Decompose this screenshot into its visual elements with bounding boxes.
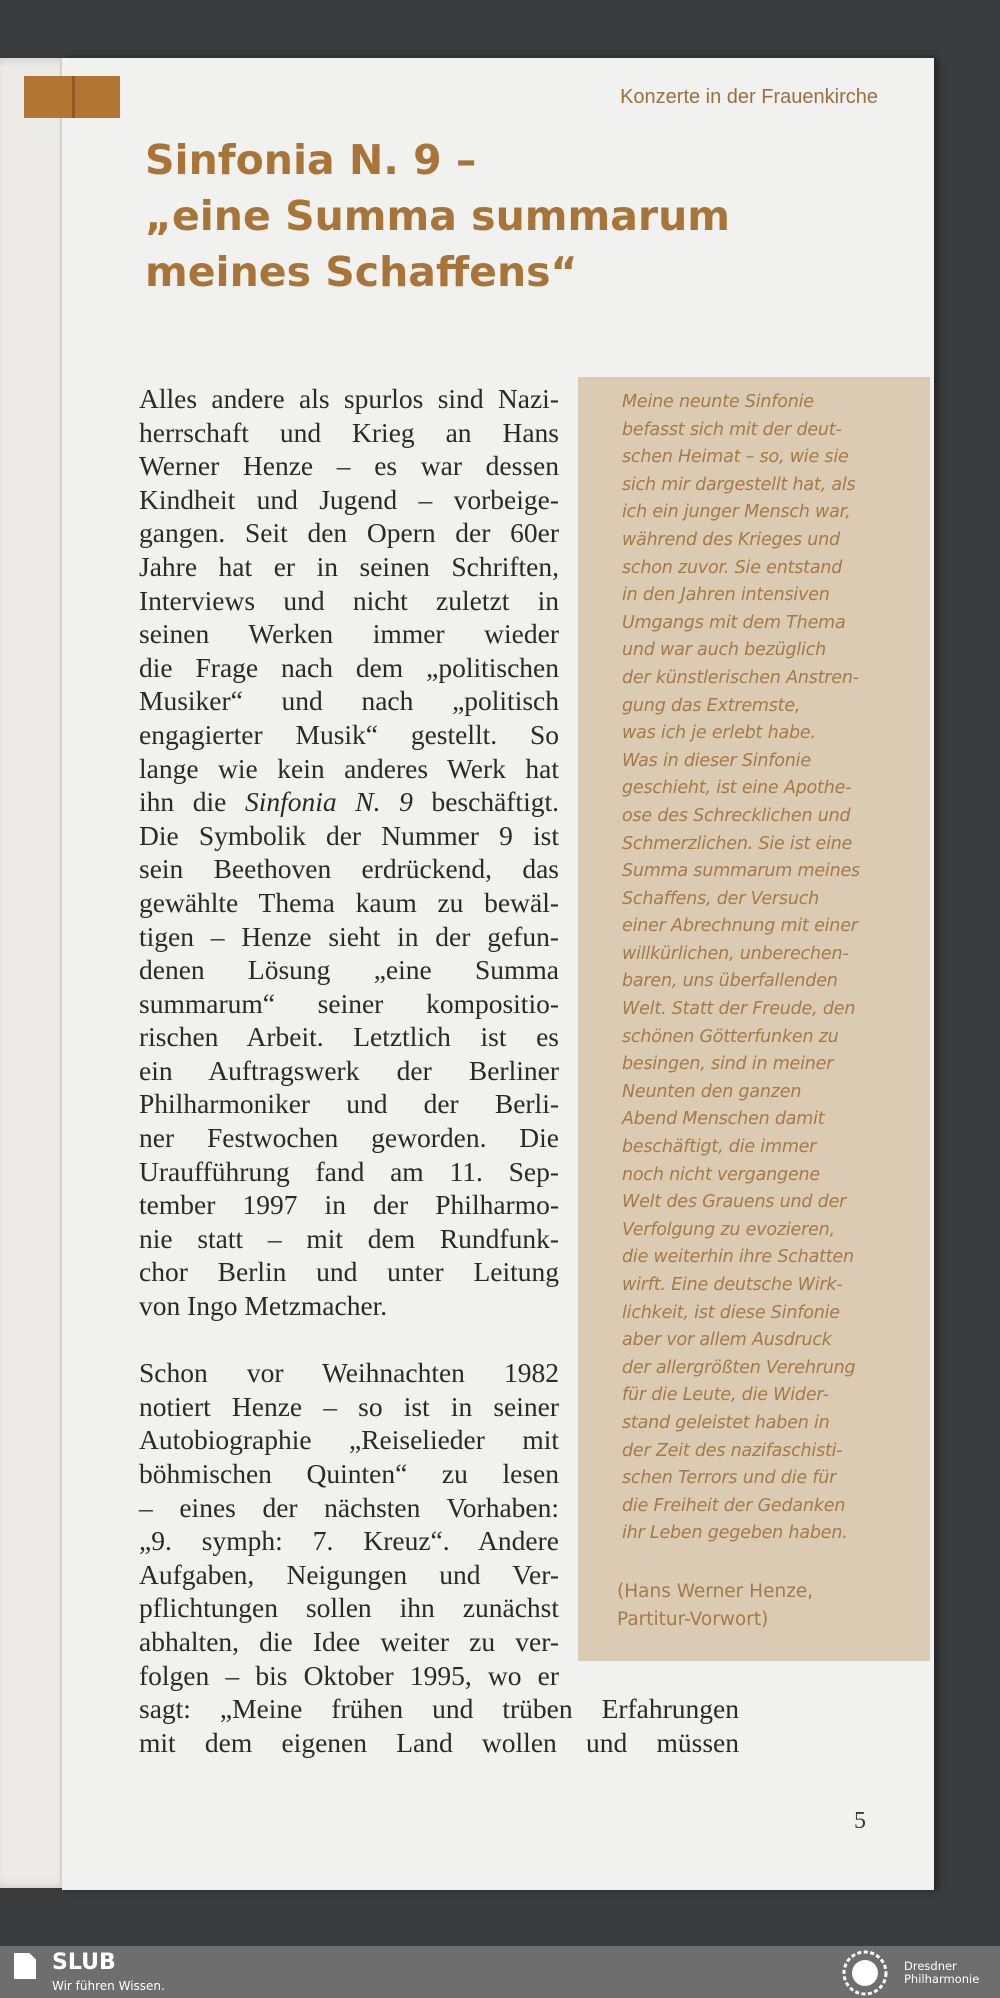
text-line: folgen – bis Oktober 1995, wo er (139, 1659, 559, 1691)
text-line: gangen. Seit den Opern der 60er (139, 517, 559, 549)
text-line: die weiterhin ihre Schatten (622, 1247, 854, 1268)
text-line: beschäftigt, die immer (622, 1137, 817, 1158)
text-line: für die Leute, die Wider- (622, 1385, 829, 1406)
text-line: mit dem eigenen Land wollen und müssen (139, 1726, 739, 1758)
work-title: Sinfonia N. 9 (244, 786, 413, 818)
text-line: Summa summarum meines (622, 861, 860, 882)
text-line: nie statt – mit dem Rundfunk- (139, 1222, 559, 1254)
text-line: gung das Extremste, (622, 695, 801, 716)
text-line: während des Krieges und (622, 529, 840, 550)
text-line: sagt: „Meine frühen und trüben Erfahrungen (139, 1693, 739, 1725)
text-line: lichkeit, ist diese Sinfonie (622, 1302, 840, 1323)
text-line: aber vor allem Ausdruck (622, 1330, 832, 1351)
text-line: der allergrößten Verehrung (622, 1357, 856, 1378)
text-line: Aufgaben, Neigungen und Ver- (139, 1558, 559, 1590)
text-line: baren, uns überfallenden (622, 971, 838, 992)
text-line: engagierter Musik“ gestellt. So (139, 718, 559, 750)
article-title-line: meines Schaffens“ (145, 248, 578, 296)
text-line: besingen, sind in meiner (622, 1054, 834, 1075)
paragraph-1 (139, 382, 559, 1323)
text-line: der Zeit des nazifaschisti- (622, 1440, 843, 1461)
text-line: tember 1997 in der Philharmo- (139, 1189, 559, 1221)
text-line: von Ingo Metzmacher. (139, 1290, 388, 1322)
text-line: – eines der nächsten Vorhaben: (139, 1491, 559, 1523)
text-line: „9. symph: 7. Kreuz“. Andere (139, 1525, 559, 1557)
text-line: notiert Henze – so ist in seiner (139, 1390, 559, 1422)
text-line: schen Terrors und die für (622, 1468, 837, 1489)
text-line: rischen Arbeit. Letztlich ist es (139, 1021, 559, 1053)
text-line: ein Auftragswerk der Berliner (139, 1054, 559, 1086)
text-line: Philharmoniker und der Berli- (139, 1088, 559, 1120)
text-line: Alles andere als spurlos sind Nazi- (139, 383, 559, 414)
text-line: Welt. Statt der Freude, den (622, 999, 856, 1020)
text-line: schen Heimat – so, wie sie (622, 447, 849, 468)
text-line: einer Abrechnung mit einer (622, 916, 858, 937)
text-line: noch nicht vergangene (622, 1164, 820, 1185)
text-line: Interviews und nicht zuletzt in (139, 584, 559, 616)
text-line: tigen – Henze sieht in der gefun- (139, 920, 559, 952)
text-line: ich ein junger Mensch war, (622, 502, 851, 523)
text-line: Schon vor Weihnachten 1982 (139, 1357, 559, 1389)
article-title-line: „eine Summa summarum (145, 192, 731, 240)
section-marker-divider (72, 76, 75, 118)
paragraph-2-continuation (139, 1692, 739, 1759)
text-line: ner Festwochen geworden. Die (139, 1122, 559, 1154)
text-line: abhalten, die Idee weiter zu ver- (139, 1625, 559, 1657)
text-line: Kindheit und Jugend – vorbeige- (139, 483, 559, 515)
henze-quote (622, 389, 860, 1548)
partner-name-line: Philharmonie (904, 1972, 980, 1986)
text-line: denen Lösung „eine Summa (139, 954, 559, 986)
text-line: Was in dieser Sinfonie (622, 750, 811, 771)
text-line: pflichtungen sollen ihn zunächst (139, 1592, 559, 1624)
text-line: böhmischen Quinten“ zu lesen (139, 1458, 559, 1489)
text-line: ihr Leben gegeben haben. (622, 1523, 848, 1544)
paragraph-2 (139, 1356, 559, 1692)
text-line: Schaffens, der Versuch (622, 888, 820, 909)
text-line: seinen Werken immer wieder (139, 618, 559, 650)
page-number: 5 (854, 1808, 866, 1834)
text-line: willkürlichen, unberechen- (622, 943, 849, 964)
slub-book-icon (14, 1953, 36, 1979)
text-line: Schmerzlichen. Sie ist eine (622, 833, 853, 854)
text-line: Autobiographie „Reiselieder mit (139, 1424, 559, 1456)
slub-tagline: Wir führen Wissen. (52, 1979, 165, 1993)
running-header: Konzerte in der Frauenkirche (620, 86, 878, 108)
text-line: in den Jahren intensiven (622, 585, 830, 606)
text-line: die Frage nach dem „politischen (139, 651, 559, 683)
text-line: chor Berlin und unter Leitung (139, 1256, 559, 1288)
text-line: und war auch bezüglich (622, 640, 827, 661)
text-line: der künstlerischen Anstren- (622, 667, 859, 688)
text-line: Die Symbolik der Nummer 9 ist (139, 819, 559, 851)
article-title-line: Sinfonia N. 9 – (145, 136, 477, 184)
text-line: Welt des Grauens und der (622, 1192, 847, 1213)
text-line: wirft. Eine deutsche Wirk- (622, 1275, 843, 1295)
attribution-line: Partitur-Vorwort) (617, 1609, 769, 1630)
text-line: Neunten den ganzen (622, 1081, 802, 1102)
partner-name-line: Dresdner (904, 1959, 957, 1973)
text-line: Abend Menschen damit (622, 1109, 825, 1130)
text-line: Meine neunte Sinfonie (622, 392, 814, 412)
dresdner-philharmonie-logo-icon[interactable] (842, 1950, 888, 1996)
text-line: ihn die Sinfonia N. 9 beschäftigt. (139, 786, 559, 818)
text-line: Werner Henze – es war dessen (139, 450, 559, 482)
text-line: die Freiheit der Gedanken (622, 1495, 846, 1516)
text-line: herrschaft und Krieg an Hans (139, 416, 559, 448)
partner-name (904, 1960, 979, 1986)
article-title (145, 132, 730, 300)
text-line: Umgangs mit dem Thema (622, 612, 846, 633)
text-line: lange wie kein anderes Werk hat (139, 752, 559, 784)
text-line: befasst sich mit der deut- (622, 419, 842, 440)
text-line: geschieht, ist eine Apothe- (622, 778, 852, 799)
text-line: gewählte Thema kaum zu bewäl- (139, 886, 559, 918)
text-line: was ich je erlebt habe. (622, 723, 816, 744)
text-line: schönen Götterfunken zu (622, 1026, 839, 1047)
paragraph-gap (139, 1323, 559, 1357)
text-line: sein Beethoven erdrückend, das (139, 853, 559, 885)
slub-logo-text[interactable]: SLUB (52, 1950, 116, 1975)
text-line: sich mir dargestellt hat, als (622, 474, 856, 495)
text-line: Verfolgung zu evozieren, (622, 1219, 835, 1240)
text-line: stand geleistet haben in (622, 1412, 830, 1433)
text-line: schon zuvor. Sie entstand (622, 557, 843, 578)
text-line: Musiker“ und nach „politisch (139, 685, 559, 717)
text-line: Uraufführung fand am 11. Sep- (139, 1155, 559, 1187)
text-line: summarum“ seiner kompositio- (139, 987, 559, 1019)
text-line: Jahre hat er in seinen Schriften, (139, 550, 559, 582)
text-line: ose des Schrecklichen und (622, 805, 851, 826)
quote-attribution (617, 1578, 813, 1634)
attribution-line: (Hans Werner Henze, (617, 1581, 814, 1602)
